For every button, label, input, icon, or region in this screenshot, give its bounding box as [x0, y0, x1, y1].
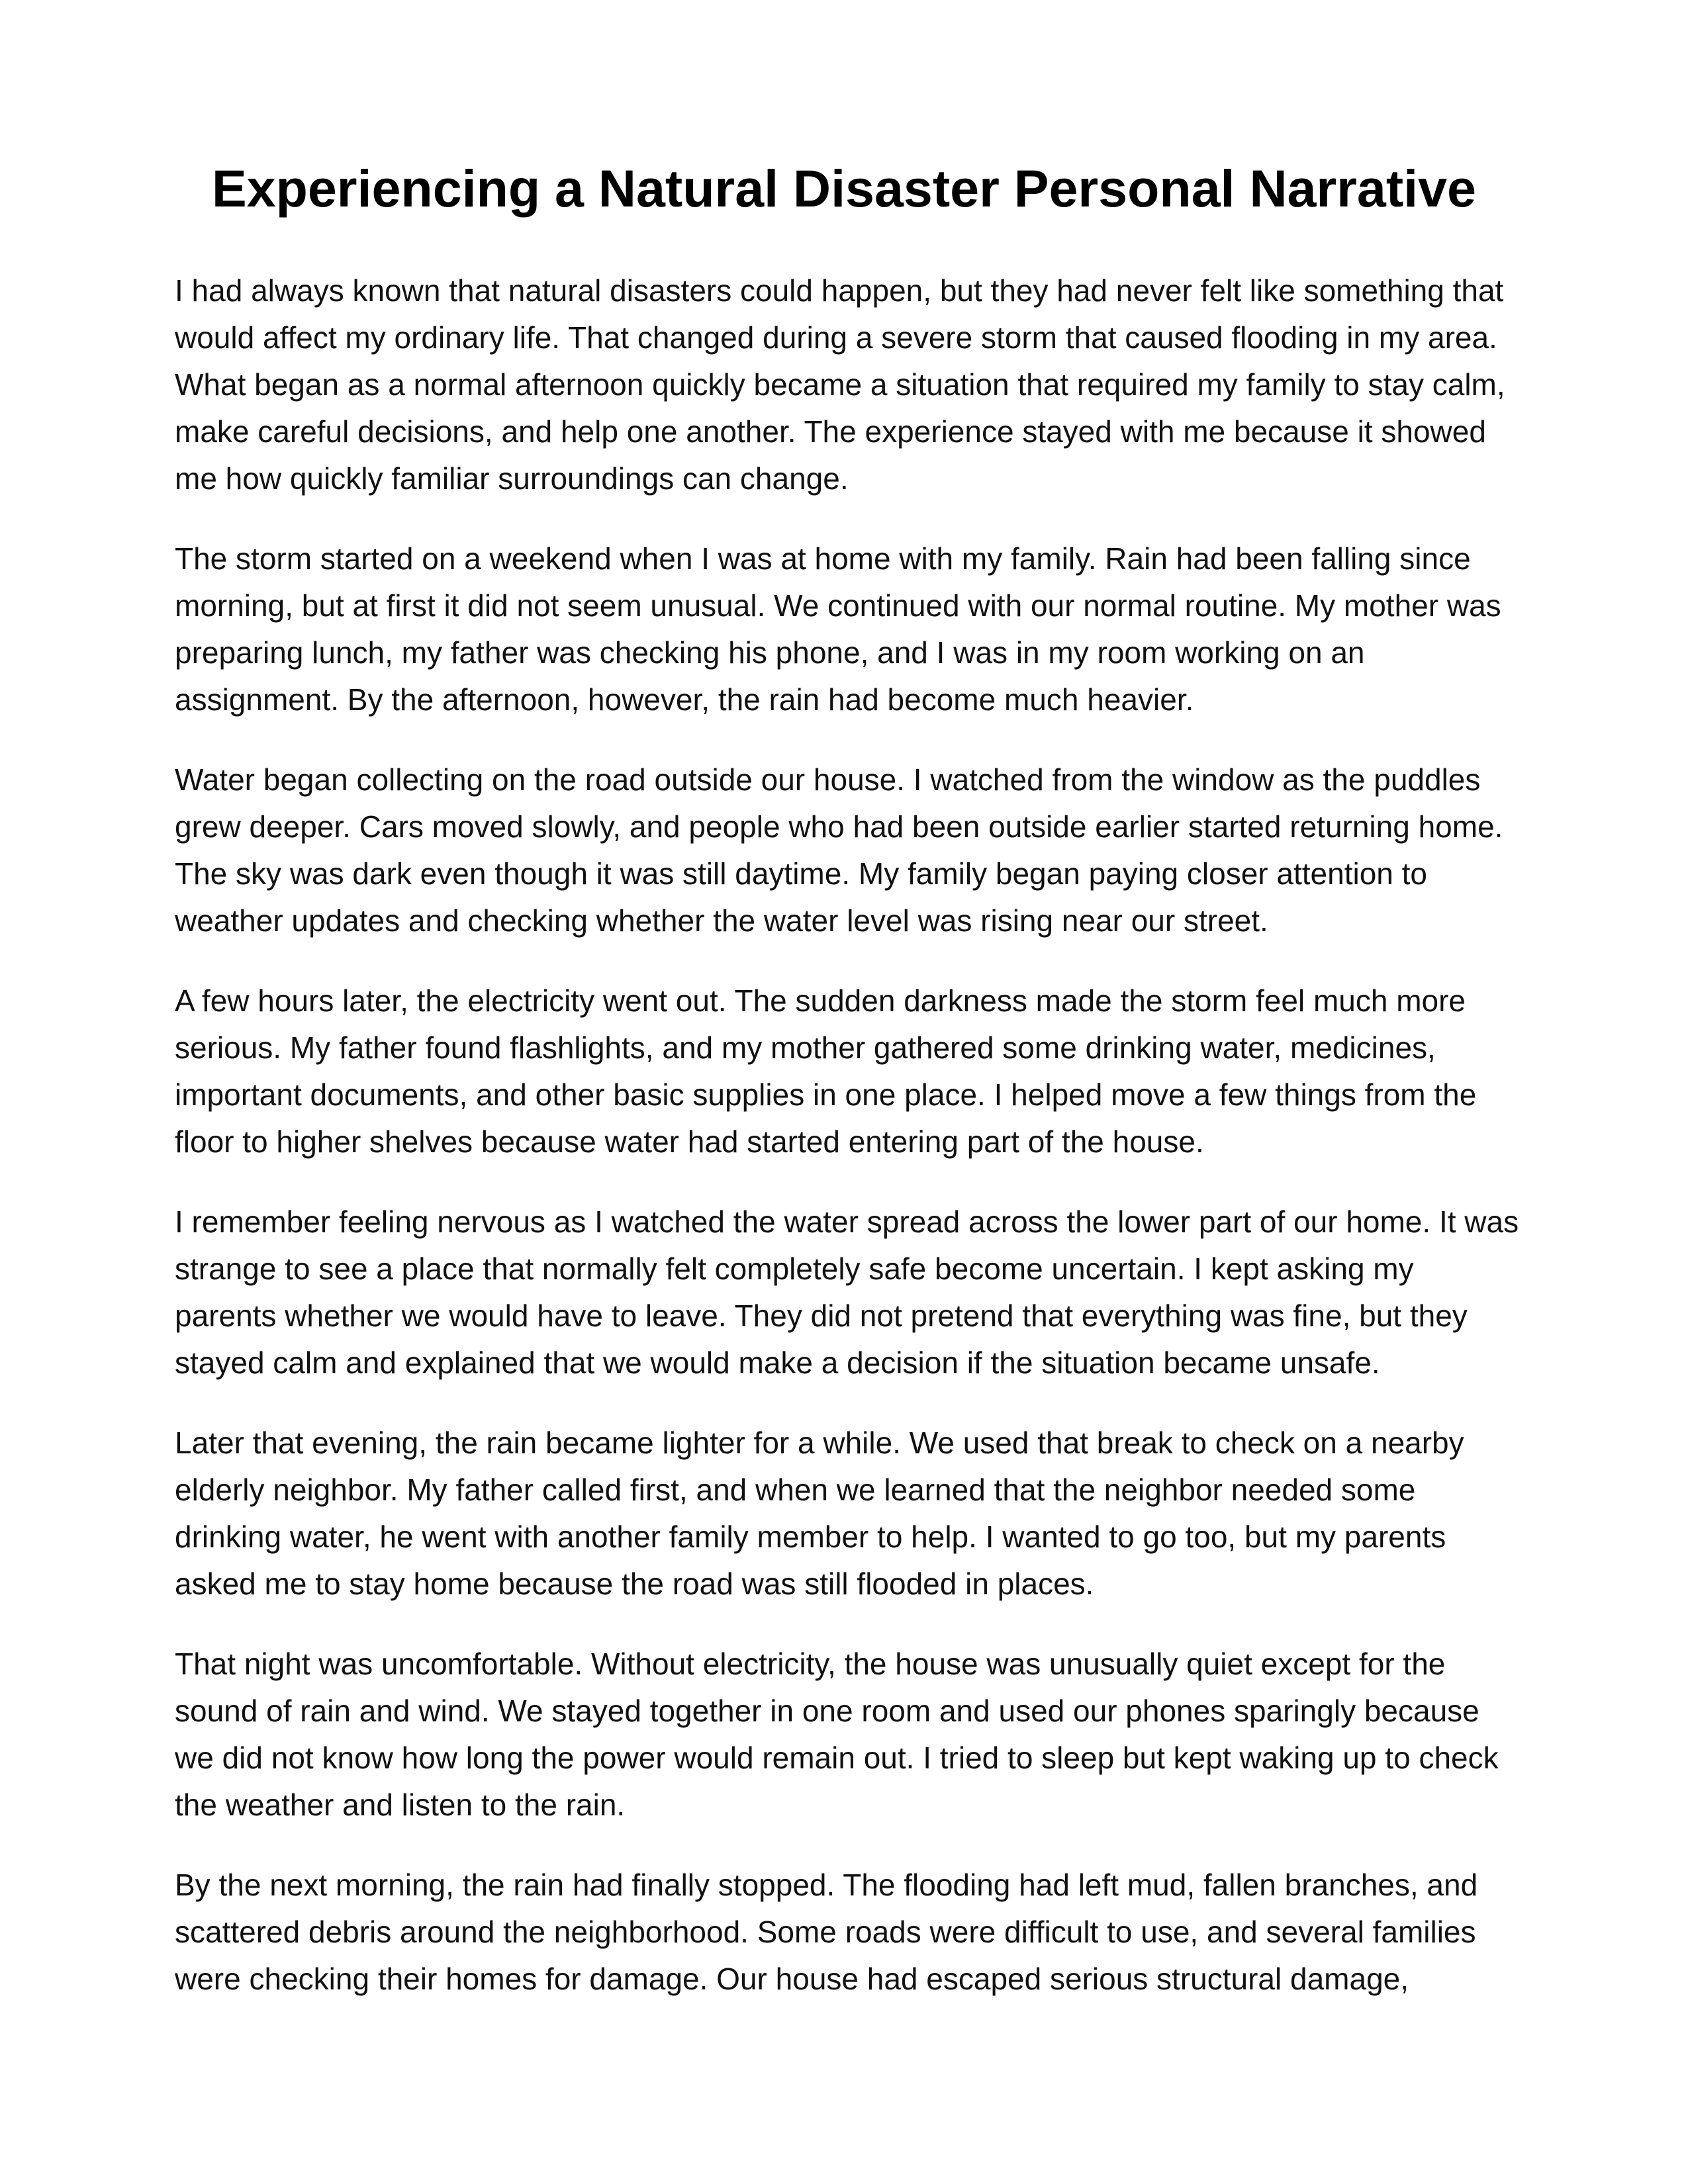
text-line: sound of rain and wind. We stayed together in one room and used our phones sparingly because — [175, 1694, 1479, 1728]
text-line: serious. My father found flashlights, and my mother gathered some drinking water, medicines, — [175, 1030, 1436, 1065]
text-line: stayed calm and explained that we would make a decision if the situation became unsafe. — [175, 1345, 1380, 1380]
text-line: scattered debris around the neighborhood. Some roads were difficult to use, and several families — [175, 1915, 1476, 1949]
paragraph-2 — [175, 535, 1525, 723]
text-line: would affect my ordinary life. That changed during a severe storm that caused flooding in my area. — [175, 320, 1497, 355]
text-line: I remember feeling nervous as I watched the water spread across the lower part of our home. It was — [175, 1205, 1519, 1239]
text-line: we did not know how long the power would remain out. I tried to sleep but kept waking up to check — [175, 1741, 1499, 1775]
text-line: make careful decisions, and help one another. The experience stayed with me because it showed — [175, 414, 1486, 449]
text-line: preparing lunch, my father was checking his phone, and I was in my room working on an — [175, 635, 1365, 670]
text-line: What began as a normal afternoon quickly became a situation that required my family to stay calm, — [175, 367, 1505, 402]
text-line: The sky was dark even though it was still daytime. My family began paying closer attention to — [175, 856, 1428, 891]
text-line: weather updates and checking whether the water level was rising near our street. — [175, 903, 1268, 938]
text-line: important documents, and other basic supplies in one place. I helped move a few things from the — [175, 1077, 1477, 1112]
paragraph-7 — [175, 1641, 1525, 1829]
text-line: The storm started on a weekend when I was at home with my family. Rain had been falling since — [175, 541, 1471, 576]
text-line: asked me to stay home because the road was still flooded in places. — [175, 1567, 1094, 1601]
text-line: morning, but at first it did not seem unusual. We continued with our normal routine. My mother was — [175, 588, 1501, 623]
text-line: drinking water, he went with another family member to help. I wanted to go too, but my parents — [175, 1520, 1446, 1554]
document-body — [175, 267, 1525, 2036]
paragraph-8 — [175, 1862, 1525, 2003]
paragraph-4 — [175, 978, 1525, 1165]
document-title: Experiencing a Natural Disaster Personal Narrative — [211, 159, 1476, 218]
text-line: parents whether we would have to leave. They did not pretend that everything was fine, but they — [175, 1298, 1468, 1333]
text-line: A few hours later, the electricity went out. The sudden darkness made the storm feel much more — [175, 983, 1466, 1018]
text-line: That night was uncomfortable. Without electricity, the house was unusually quiet except for the — [175, 1647, 1446, 1681]
text-line: By the next morning, the rain had finally stopped. The flooding had left mud, fallen branches, and — [175, 1868, 1478, 1902]
text-line: I had always known that natural disasters could happen, but they had never felt like something that — [175, 273, 1504, 308]
text-line: strange to see a place that normally felt completely safe become uncertain. I kept asking my — [175, 1251, 1414, 1286]
text-line: grew deeper. Cars moved slowly, and people who had been outside earlier started returning home. — [175, 809, 1503, 844]
text-line: were checking their homes for damage. Our house had escaped serious structural damage, — [175, 1962, 1409, 1996]
text-line: the weather and listen to the rain. — [175, 1788, 626, 1822]
text-line: me how quickly familiar surroundings can change. — [175, 461, 849, 496]
paragraph-3 — [175, 756, 1525, 944]
text-line: assignment. By the afternoon, however, the rain had become much heavier. — [175, 682, 1194, 717]
paragraph-1 — [175, 267, 1525, 502]
text-line: elderly neighbor. My father called first, and when we learned that the neighbor needed some — [175, 1473, 1416, 1507]
paragraph-6 — [175, 1420, 1525, 1608]
text-line: Water began collecting on the road outside our house. I watched from the window as the puddles — [175, 762, 1481, 797]
paragraph-5 — [175, 1199, 1525, 1387]
text-line: floor to higher shelves because water had started entering part of the house. — [175, 1124, 1204, 1159]
text-line: Later that evening, the rain became lighter for a while. We used that break to check on a nearby — [175, 1426, 1464, 1460]
